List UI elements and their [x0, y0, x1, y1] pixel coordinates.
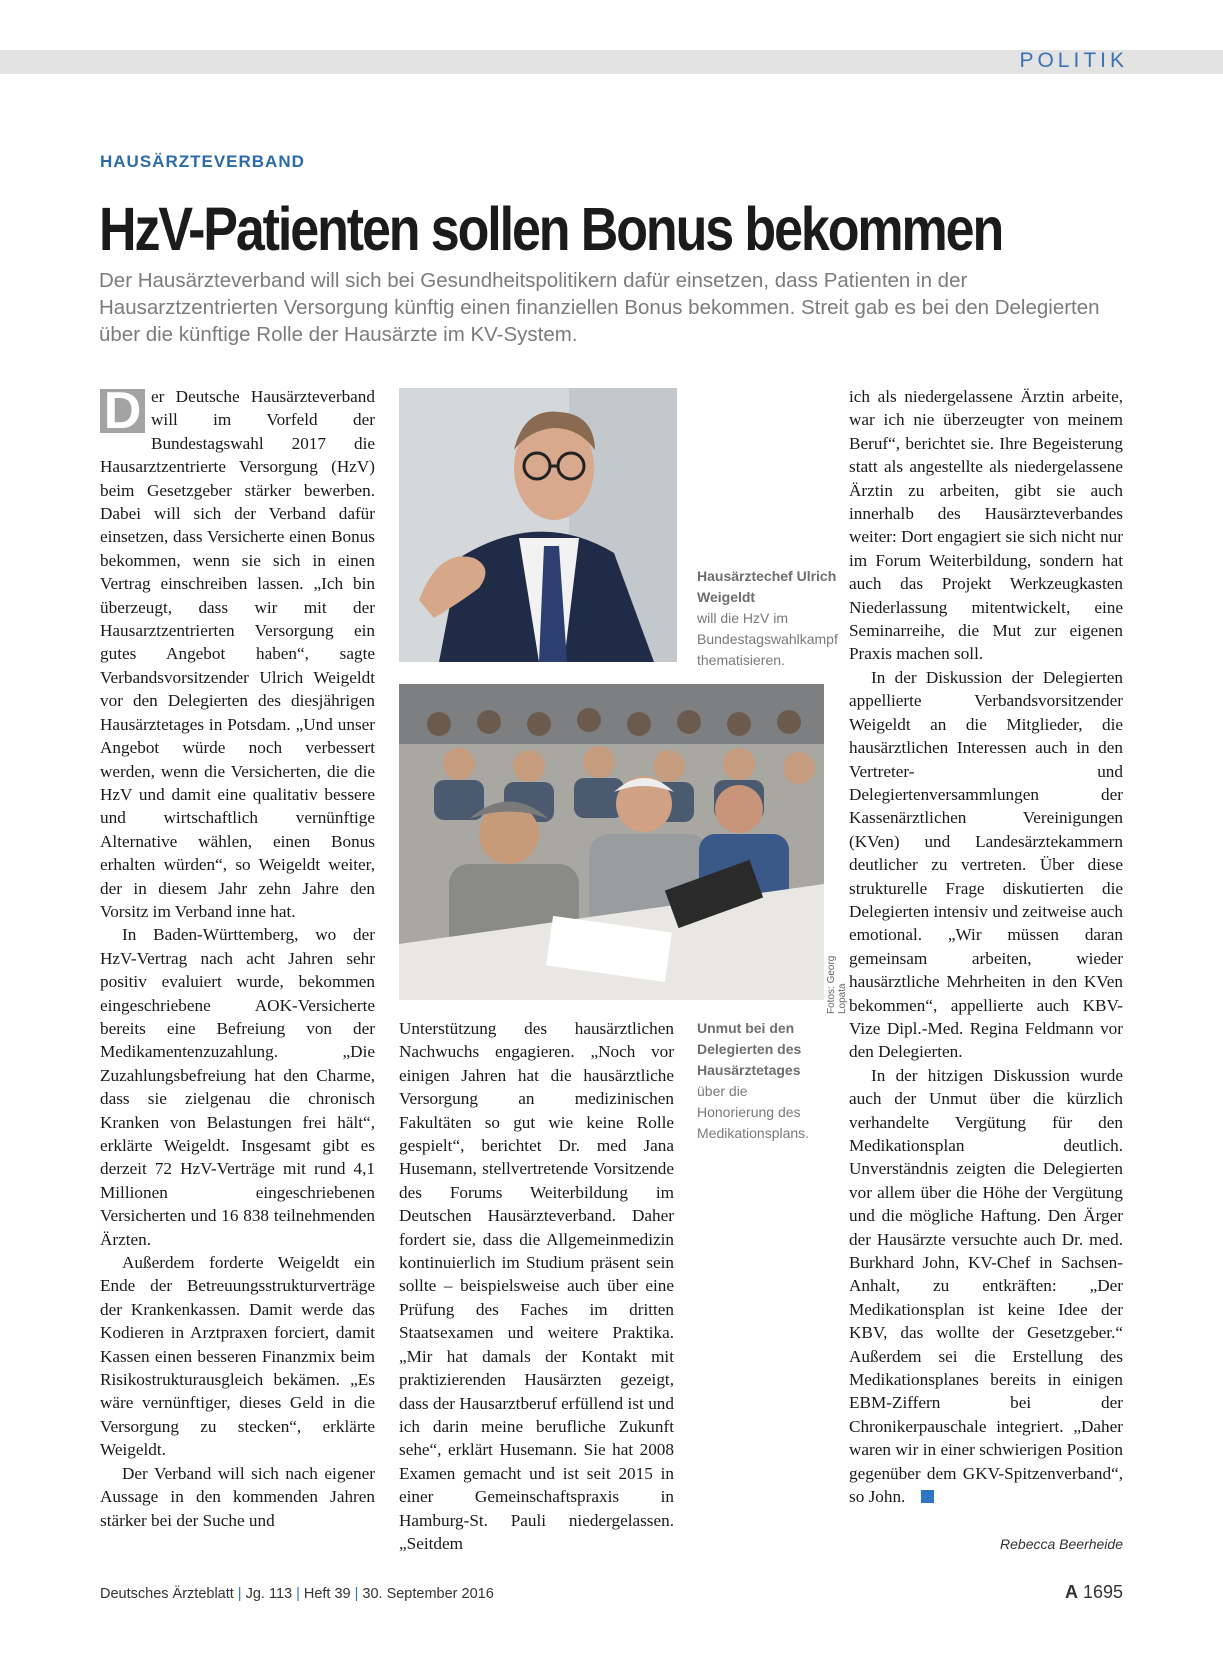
paragraph: [849, 1064, 1123, 1509]
separator: |: [237, 1586, 242, 1602]
photo-caption-2: [697, 1018, 827, 1144]
photo-caption-1: [697, 566, 837, 671]
text-column-3: [849, 385, 1123, 1509]
text-column-1: [100, 382, 375, 1532]
page-number: [1065, 1582, 1123, 1603]
photo-credit: Fotos: Georg Lopata: [826, 955, 848, 1014]
delegates-illustration: [399, 684, 824, 1000]
photo-weigeldt: [399, 388, 677, 662]
paragraph: Unterstützung des hausärztlichen Nachwuchs engagieren. „Noch vor einigen Jahren hat die hausärztliche Versorgung an medizinischen Fakultäten so gut wie keine Rolle gespielt“, berichtet Dr. med Jana Husemann, stellvertretende Vorsitzende des Forums Weiterbildung im Deutschen Hausärzteverband. Daher fordert sie, dass die Allgemeinmedizin kontinuierlich im Studium präsent sein sollte – beispielsweise auch über eine Prüfung des Faches im dritten Staatsexamen und weitere Praktika. „Mir hat damals der Kontakt mit praktizierenden Hausärzten gezeigt, dass der Hausarztberuf erfüllend ist und ich darin meine berufliche Zukunft sehe“, erklärt Husemann. Sie hat 2008 Examen gemacht und ist seit 2015 in einer Gemeinschaftspraxis in Hamburg-St. Pauli niedergelassen. „Seitdem: [399, 1019, 674, 1553]
article-kicker: HAUSÄRZTEVERBAND: [100, 152, 305, 171]
paragraph: Außerdem forderte Weigeldt ein Ende der Betreuungsstrukturverträge der Krankenkassen. Damit werde das Kodieren in Arztpraxen forciert, damit Kassen einen besseren Finanzmix beim Risikostrukturausgleich bekämen. „Es wäre vernünftiger, dieses Geld in die Versorgung zu stecken“, erklärte Weigeldt.: [100, 1253, 375, 1460]
article-lead: Der Hausärzteverband will sich bei Gesundheitspolitikern dafür einsetzen, dass Patienten in der Hausarztzentrierten Versorgung künftig einen finanziellen Bonus bekommen. Streit gab es bei den Delegierten über die künftige Rolle der Hausärzte im KV-System.: [99, 269, 1100, 346]
caption-title: Unmut bei den Delegierten des Hausärztetages: [697, 1020, 802, 1078]
text-column-2: [399, 1017, 674, 1555]
publication-name: Deutsches Ärzteblatt: [100, 1586, 234, 1602]
caption-text: will die HzV im Bundestagswahlkampf thematisieren.: [697, 610, 838, 668]
separator: |: [354, 1586, 359, 1602]
footer: [100, 1586, 494, 1602]
dropcap: D: [100, 389, 145, 433]
paragraph-text: In der hitzigen Diskussion wurde auch der Unmut über die kürzlich verhandelte Vergütung für den Medikationsplan deutlich. Unverständnis zeigten die Delegierten vor allem über die Höhe der Vergütung und die mögliche Haftung. Den Ärger der Hausärzte versuchte auch Dr. med. Burkhard John, KV-Chef in Sachsen-Anhalt, zu entkräften: „Der Medikationsplan ist keine Idee der KBV, das wollte der Gesetzgeber.“ Außerdem sei die Erstellung des Medikationsplanes bereits in einigen EBM-Ziffern bei der Chronikerpauschale integriert. „Daher waren wir in einer schwierigen Position gegenüber dem GKV-Spitzenverband“, so John.: [849, 1065, 1123, 1507]
portrait-illustration: [399, 388, 677, 662]
paragraph: In der Diskussion der Delegierten appellierte Verbandsvorsitzender Weigeldt an die Mitglieder, die hausärztlichen Interessen auch in den Vertreter- und Delegiertenversammlungen der Kassenärztlichen Vereinigungen (KVen) und Landesärztekammern deutlicher zu vertreten. Über diese strukturelle Frage diskutierten die Delegierten intensiv und zeitweise auch emotional. „Wir müssen daran gemeinsam arbeiten, wieder hausärztliche Mehrheiten in den KVen bekommen“, appellierte auch KBV-Vize Dipl.-Med. Regina Feldmann vor den Delegierten.: [849, 667, 1123, 1062]
paragraph-text: er Deutsche Hausärzteverband will im Vorfeld der Bundestagswahl 2017 die Hausarztzentrierte Versorgung (HzV) beim Gesetzgeber stärker bewerben. Dabei will sich der Verband dafür einsetzen, dass Versicherte einen Bonus bekommen, wenn sie sich in einen Vertrag einschreiben lassen. „Ich bin überzeugt, dass wir mit der Hausarztzentrierten Versorgung ein gutes Angebot haben“, sagte Verbandsvorsitzender Ulrich Weigeldt vor den Delegierten des diesjährigen Hausärztetages in Potsdam. „Und unser Angebot würde noch verbessert werden, wenn die Versicherten, die die HzV und damit eine qualitativ bessere und wirtschaftlich vernünftige Alternative wählen, einen Bonus erhalten würden“, so Weigeldt weiter, der in diesem Jahr zehn Jahre den Vorsitz im Verband inne hat.: [100, 387, 375, 921]
volume: Jg. 113: [245, 1586, 293, 1602]
article-title: HzV-Patienten sollen Bonus bekommen: [99, 195, 1003, 264]
paragraph: [100, 382, 375, 923]
paragraph: In Baden-Württemberg, wo der HzV-Vertrag nach acht Jahren sehr positiv evaluiert wurde, bekommen eingeschriebene AOK-Versicherte bereits eine Befreiung von der Medikamentenzuzahlung. „Die Zuzahlungsbefreiung hat den Charme, dass sie zielgenau die chronisch Kranken von Belastungen frei hält“, erklärte Weigeldt. Insgesamt gibt es derzeit 72 HzV-Verträge mit rund 4,1 Millionen eingeschriebenen Versicherten und 16 838 teilnehmenden Ärzten.: [100, 925, 375, 1249]
caption-title: Hausärztechef Ulrich Weigeldt: [697, 568, 837, 605]
separator: |: [296, 1586, 300, 1602]
paragraph: ich als niedergelassene Ärztin arbeite, war ich nie überzeugter von meinem Beruf“, berichtet sie. Ihre Begeisterung statt als angestellte als niedergelassene Ärztin zu arbeiten, gibt sie auch innerhalb des Hausärzteverbandes weiter: Dort engagiert sie sich nicht nur im Forum Weiterbildung, sondern hat auch das Projekt Werkzeugkasten Niederlassung mitentwickelt, eine Seminarreihe, die Mut zur eigenen Praxis machen soll.: [849, 387, 1123, 664]
caption-text: über die Honorierung des Medikationsplans.: [697, 1083, 810, 1141]
section-label: POLITIK: [1019, 49, 1128, 72]
page-value: 1695: [1082, 1582, 1123, 1602]
paragraph: Der Verband will sich nach eigener Aussage in den kommenden Jahren stärker bei der Suche und: [100, 1463, 375, 1530]
photo-delegates: [399, 684, 824, 1000]
issue-date: 30. September 2016: [362, 1586, 494, 1602]
end-mark-icon: [921, 1490, 934, 1503]
author: Rebecca Beerheide: [1000, 1536, 1123, 1552]
page-prefix: A: [1064, 1582, 1078, 1602]
issue: Heft 39: [303, 1586, 351, 1602]
